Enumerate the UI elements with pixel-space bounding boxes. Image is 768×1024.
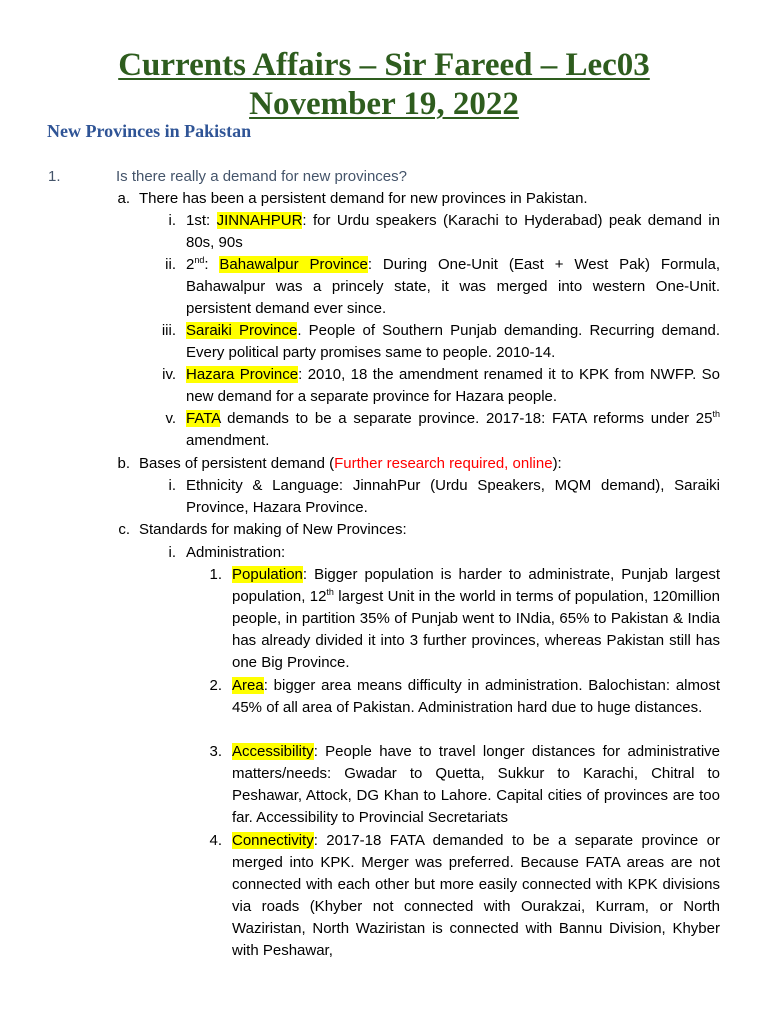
section-heading: New Provinces in Pakistan <box>47 121 252 141</box>
list-marker: iv. <box>162 366 176 383</box>
list-marker: 4. <box>209 832 222 849</box>
list-text: FATA demands to be a separate province. 2017-18: FATA reforms under 25th amendment. <box>186 409 720 449</box>
list-marker: b. <box>117 455 130 472</box>
research-note: Further research required, online <box>334 455 553 472</box>
list-marker: 2. <box>209 677 222 694</box>
list-text: Area: bigger area means difficulty in administration. Balochistan: almost 45% of all area of Pakistan. Administration hard due to huge distances. <box>232 677 720 716</box>
list-marker: i. <box>168 544 176 561</box>
list-marker: c. <box>118 521 130 538</box>
list-text: Population: Bigger population is harder to administrate, Punjab largest population, 12th largest Unit in the world in terms of population, 120million people, in partition 35% of Punjab went to INdia, 65% to Pakistan & India has already divided it into 3 further provinces, whereas Pakistan still has one Big Province. <box>232 566 720 671</box>
highlight: Accessibility <box>232 743 314 760</box>
list-text: 1st: JINNAHPUR: for Urdu speakers (Karachi to Hyderabad) peak demand in 80s, 90s <box>186 212 720 251</box>
list-marker: v. <box>165 410 176 427</box>
highlight: Hazara Province <box>186 366 299 383</box>
list-text: There has been a persistent demand for new provinces in Pakistan. <box>139 190 588 207</box>
highlight: Connectivity <box>232 832 314 849</box>
list-marker: a. <box>117 190 130 207</box>
document-title: Currents Affairs – Sir Fareed – Lec03 <box>118 47 650 83</box>
list-marker: i. <box>168 212 176 229</box>
list-marker: ii. <box>165 256 176 273</box>
highlight: Population <box>232 566 303 583</box>
list-text: Saraiki Province. People of Southern Punjab demanding. Recurring demand. Every political party promises same to people. 2010-14. <box>186 322 720 361</box>
list-text: Administration: <box>186 544 286 561</box>
list-marker: 1. <box>209 566 222 583</box>
question-text: Is there really a demand for new provinces? <box>116 168 407 185</box>
list-marker: i. <box>168 477 176 494</box>
list-text: Standards for making of New Provinces: <box>139 521 407 538</box>
highlight: Saraiki Province <box>186 322 298 339</box>
question-number: 1. <box>48 168 61 185</box>
list-text: 2nd: Bahawalpur Province: During One-Unit (East + West Pak) Formula, Bahawalpur was a princely state, it was merged into western One-Unit. persistent demand ever since. <box>186 255 720 317</box>
highlight: Bahawalpur Province <box>219 256 368 273</box>
list-text: Bases of persistent demand (Further research required, online): <box>139 455 562 472</box>
list-text: Ethnicity & Language: JinnahPur (Urdu Speakers, MQM demand), Saraiki Province, Hazara Province. <box>186 477 720 516</box>
list-marker: 3. <box>209 743 222 760</box>
document-date: November 19, 2022 <box>249 86 519 122</box>
list-text: Accessibility: People have to travel longer distances for administrative matters/needs: Gwadar to Quetta, Sukkur to Karachi, Chitral to Peshawar, Attock, DG Khan to Lahore. Capital cities of provinces are too far. Accessibility to Provincial Secretariats <box>232 743 720 826</box>
list-marker: iii. <box>161 322 176 339</box>
highlight: Area <box>232 677 264 694</box>
highlight: JINNAHPUR <box>216 212 303 229</box>
highlight: FATA <box>186 410 221 427</box>
list-text: Connectivity: 2017-18 FATA demanded to be a separate province or merged into KPK. Merger was preferred. Because FATA areas are not connected with each other but more easily connected with KPK divisions via roads (Khyber not connected with Ourakzai, Kurram, or North Waziristan, North Waziristan is connected with Bannu Division, Khyber with Peshawar, <box>232 832 720 959</box>
list-text: Hazara Province: 2010, 18 the amendment renamed it to KPK from NWFP. So new demand for a separate province for Hazara people. <box>186 366 720 405</box>
